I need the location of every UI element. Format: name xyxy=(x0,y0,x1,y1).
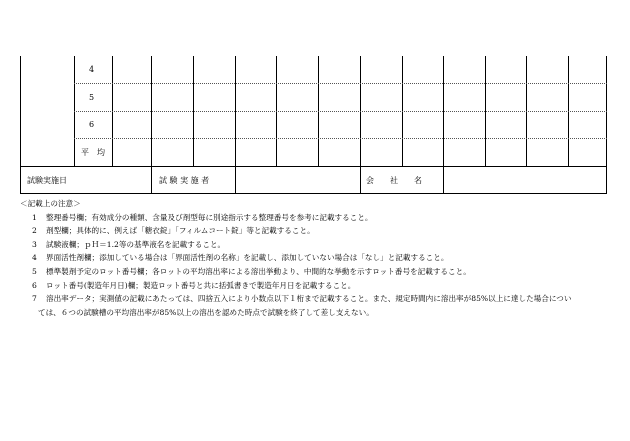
note-item xyxy=(20,224,620,238)
note-number: 1 xyxy=(32,212,37,222)
row-separator xyxy=(74,111,607,112)
row-separator xyxy=(74,83,607,84)
note-item xyxy=(20,251,620,265)
note-item xyxy=(20,211,620,225)
note-text: 整理番号欄；有効成分の種類、含量及び剤型毎に別途指示する整理番号を参考に記載すること。 xyxy=(46,212,373,222)
col-divider xyxy=(151,56,152,194)
row-label: 4 xyxy=(89,65,95,74)
tester-label: 試 験 実 施 者 xyxy=(159,176,210,185)
note-text: 剤型欄；具体的に、例えば「糖衣錠」「フィルムコート錠」等と記載すること。 xyxy=(46,226,315,236)
col-divider xyxy=(443,56,444,194)
test-date-label: 試験実施日 xyxy=(27,176,67,185)
note-number: 5 xyxy=(32,266,37,276)
note-number: 7 xyxy=(32,294,37,304)
notes-heading: ＜記載上の注意＞ xyxy=(20,199,81,208)
note-number: 2 xyxy=(32,226,37,236)
note-text: 界面活性剤欄；添加している場合は「界面活性剤の名称」を記載し、添加していない場合は「なし」と記載すること。 xyxy=(46,253,449,263)
dissolution-table xyxy=(20,56,607,194)
note-item xyxy=(20,292,620,306)
note-item xyxy=(20,265,620,279)
note-text: 溶出率データ；実測値の記載にあたっては、四捨五入により小数点以下１桁まで記載すること。また、規定時間内に溶出率が85%以上に達した場合につい xyxy=(46,294,572,304)
average-label: 平 均 xyxy=(81,148,105,157)
footer-separator xyxy=(21,166,606,167)
note-item xyxy=(20,238,620,252)
note-continuation: ては、６つの試験槽の平均溶出率が85%以上の溶出を認めた時点で試験を終了して差し支えない。 xyxy=(38,307,374,317)
note-number: 3 xyxy=(32,239,37,249)
col-divider xyxy=(235,56,236,194)
col-divider xyxy=(360,56,361,194)
row-label: 6 xyxy=(89,120,95,129)
note-text: ロット番号(製造年月日)欄；製造ロット番号と共に括弧書きで製造年月日を記載すること。 xyxy=(46,280,356,290)
note-number: 4 xyxy=(32,253,37,263)
company-label: 会 社 名 xyxy=(366,176,422,185)
row-label: 5 xyxy=(89,93,95,102)
note-item xyxy=(20,279,620,293)
row-separator xyxy=(74,138,607,139)
notes-section xyxy=(20,197,620,319)
note-text: 試験液欄；ｐＨ＝1.2等の基準液名を記載すること。 xyxy=(46,239,226,249)
note-number: 6 xyxy=(32,280,37,290)
note-text: 標準製剤予定のロット番号欄；各ロットの平均溶出率による溶出挙動より、中間的な挙動を示すロット番号を記載すること。 xyxy=(46,266,471,276)
